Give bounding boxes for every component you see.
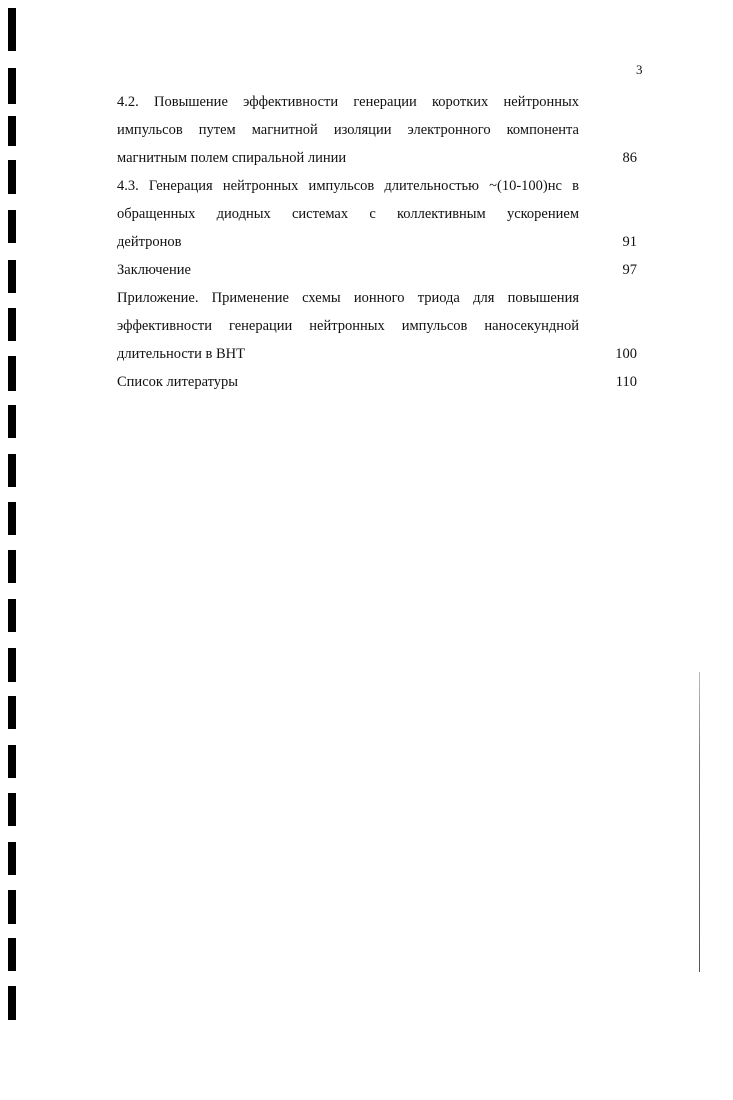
toc-line-text: магнитным полем спиральной линии [117,150,347,166]
binding-mark [8,986,16,1020]
toc-line-text: длительности в ВНТ [117,346,245,362]
binding-mark [8,890,16,924]
toc-line-text: Список литературы [117,374,239,390]
binding-mark [8,793,16,826]
toc-entry-references [117,371,637,399]
binding-mark [8,116,16,146]
toc-line-text: Приложение. Применение схемы ионного триода для повышения [117,290,579,306]
toc-line [117,287,637,315]
binding-mark [8,405,16,438]
binding-mark [8,260,16,293]
toc-line-text: эффективности генерации нейтронных импульсов наносекундной [117,318,579,334]
toc-entry-4-2 [117,91,637,175]
binding-mark [8,550,16,583]
binding-mark [8,745,16,778]
table-of-contents [117,91,637,399]
binding-mark [8,599,16,632]
binding-mark [8,308,16,341]
toc-line-text: обращенных диодных системах с коллективным ускорением [117,206,579,222]
toc-line [117,147,637,175]
binding-mark [8,356,16,391]
toc-line-text: дейтронов [117,234,182,250]
toc-line [117,119,637,147]
toc-line [117,203,637,231]
toc-line [117,231,637,259]
toc-line-text: Заключение [117,262,191,278]
binding-mark [8,210,16,243]
binding-mark [8,696,16,729]
binding-marks [0,0,40,1100]
toc-entry-4-3 [117,175,637,259]
toc-line [117,175,637,203]
binding-mark [8,648,16,682]
toc-line [117,91,637,119]
toc-page-number: 97 [622,262,637,278]
binding-mark [8,68,16,104]
toc-line [117,371,637,399]
binding-mark [8,502,16,535]
binding-mark [8,454,16,487]
binding-mark [8,160,16,194]
toc-page-number: 100 [615,346,637,362]
toc-line-text: импульсов путем магнитной изоляции электронного компонента [117,122,579,138]
scan-artifact [699,672,700,972]
toc-page-number: 86 [622,150,637,166]
toc-line [117,259,637,287]
toc-page-number: 110 [615,374,637,390]
binding-mark [8,842,16,875]
toc-entry-conclusion [117,259,637,287]
toc-line [117,315,637,343]
toc-line [117,343,637,371]
page-number: 3 [636,62,643,77]
toc-page-number: 91 [622,234,637,250]
toc-line-text: 4.3. Генерация нейтронных импульсов длительностью ~(10-100)нс в [117,178,579,194]
binding-mark [8,8,16,51]
binding-mark [8,938,16,971]
toc-line-text: 4.2. Повышение эффективности генерации коротких нейтронных [117,94,579,110]
toc-entry-appendix [117,287,637,371]
